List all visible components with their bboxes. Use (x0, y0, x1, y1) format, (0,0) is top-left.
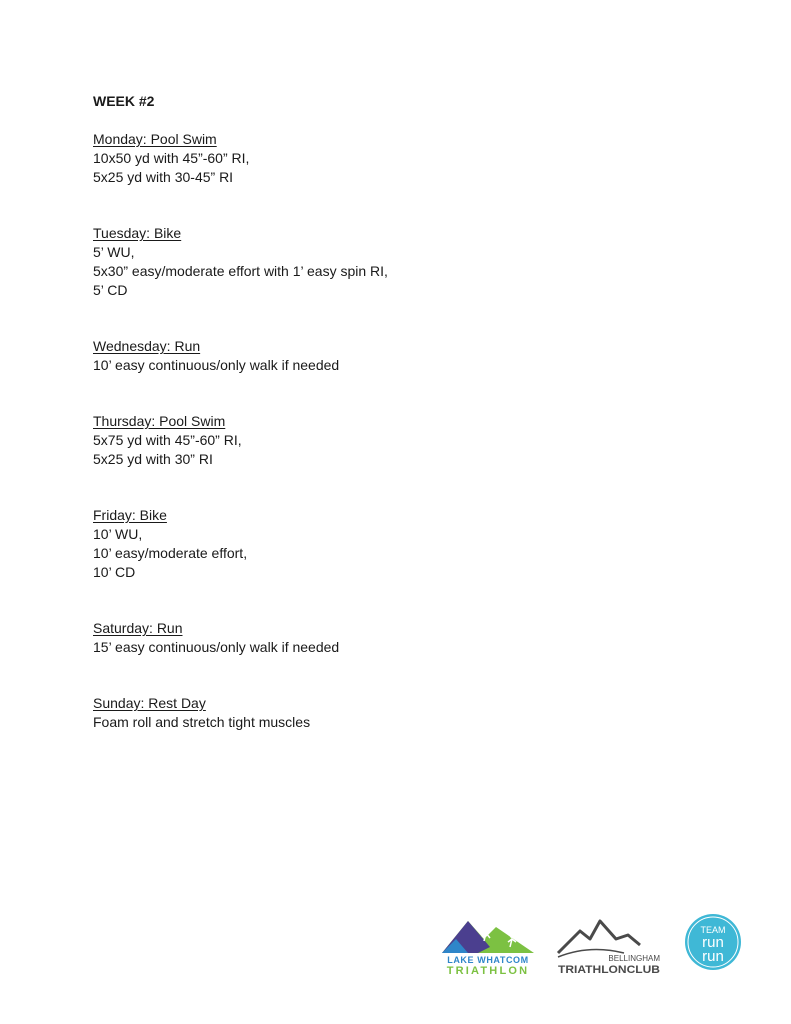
day-heading: Thursday: Pool Swim (93, 413, 226, 429)
trr-logo-line1: TEAM (700, 925, 726, 935)
day-heading: Tuesday: Bike (93, 225, 182, 241)
day-heading: Friday: Bike (93, 507, 167, 523)
day-block-friday (93, 506, 247, 582)
workout-line: 5x25 yd with 30-45” RI (93, 169, 234, 185)
workout-line: 5x30” easy/moderate effort with 1’ easy spin RI, (93, 263, 388, 279)
day-block-monday (93, 130, 249, 187)
lwt-logo-line2: TRIATHLON (446, 965, 530, 975)
sponsor-logos (438, 905, 748, 977)
btc-logo-line2: TRIATHLONCLUB (558, 964, 661, 975)
day-block-sunday (93, 694, 310, 732)
trr-logo-line2: run (702, 934, 724, 951)
week-title: WEEK #2 (93, 93, 155, 109)
lake-whatcom-triathlon-logo (438, 911, 538, 975)
workout-line: 10’ easy/moderate effort, (93, 545, 248, 561)
workout-line: 10x50 yd with 45”-60” RI, (93, 150, 250, 166)
lwt-logo-line1: LAKE WHATCOM (447, 955, 529, 965)
day-heading: Monday: Pool Swim (93, 131, 217, 147)
day-block-wednesday (93, 337, 339, 375)
workout-line: 5x75 yd with 45”-60” RI, (93, 432, 242, 448)
workout-line: 10’ WU, (93, 526, 143, 542)
bellingham-triathlon-club-logo (556, 913, 664, 975)
workout-line: Foam roll and stretch tight muscles (93, 714, 311, 730)
day-block-saturday (93, 619, 339, 657)
day-block-tuesday (93, 224, 388, 300)
workout-line: 5’ WU, (93, 244, 135, 260)
day-heading: Saturday: Run (93, 620, 183, 636)
btc-logo-line1: BELLINGHAM (608, 954, 660, 963)
workout-line: 5x25 yd with 30” RI (93, 451, 213, 467)
workout-line: 10’ easy continuous/only walk if needed (93, 357, 340, 373)
day-heading: Sunday: Rest Day (93, 695, 206, 711)
team-run-run-logo (684, 913, 742, 971)
workout-line: 10’ CD (93, 564, 136, 580)
trr-logo-line3: run (702, 948, 724, 965)
workout-line: 5’ CD (93, 282, 128, 298)
day-block-thursday (93, 412, 242, 469)
workout-line: 15’ easy continuous/only walk if needed (93, 639, 340, 655)
day-heading: Wednesday: Run (93, 338, 201, 354)
